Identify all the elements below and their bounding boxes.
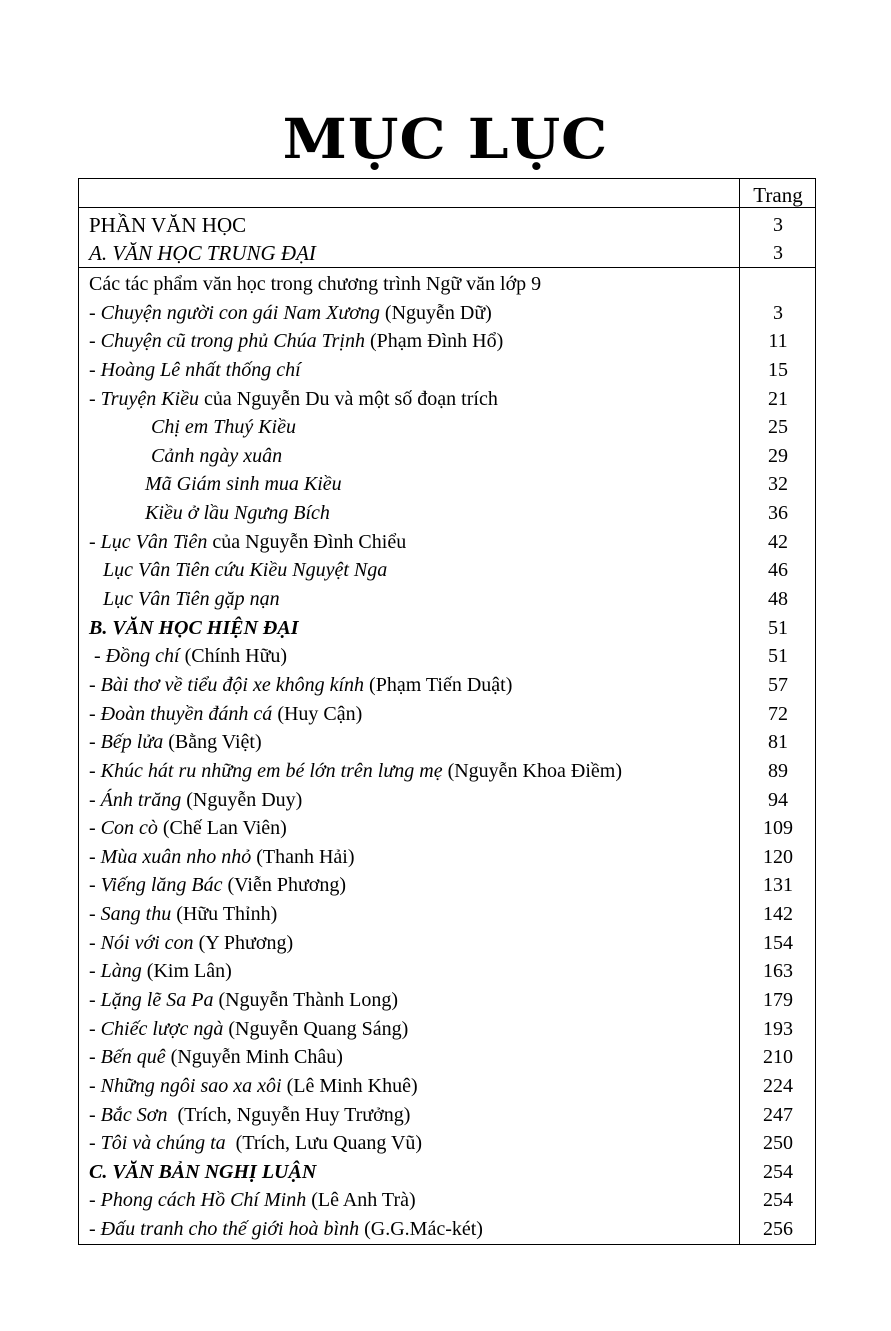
entry-prefix: - (89, 387, 101, 410)
page-number: 163 (763, 960, 793, 983)
entry-text (89, 614, 299, 643)
entry-text (89, 1215, 483, 1244)
toc-row[interactable] (79, 528, 815, 557)
toc-row[interactable] (79, 1043, 815, 1072)
page-number: 32 (768, 473, 788, 496)
entry-author: (Huy Cận) (272, 702, 363, 725)
entry-text (103, 585, 280, 614)
toc-row[interactable] (79, 1158, 815, 1187)
toc-row[interactable] (79, 871, 815, 900)
entry-author: (Nguyễn Quang Sáng) (223, 1017, 409, 1040)
entry-author: (Trích, Lưu Quang Vũ) (225, 1132, 423, 1155)
entry-text (89, 671, 512, 700)
toc-row[interactable] (79, 270, 815, 299)
toc-row[interactable] (79, 1101, 815, 1130)
page-number: 224 (763, 1074, 793, 1097)
page-number: 120 (763, 845, 793, 868)
page-number: 131 (763, 874, 793, 897)
page-number: 109 (763, 817, 793, 840)
entry-text (151, 413, 296, 442)
entry-prefix: - (89, 788, 101, 811)
toc-row-section (79, 211, 815, 240)
entry-title: Hoàng Lê nhất thống chí (100, 358, 301, 381)
page-number: 94 (768, 788, 788, 811)
page-number: 46 (768, 559, 788, 582)
toc-row[interactable] (79, 1015, 815, 1044)
toc-row[interactable] (79, 556, 815, 585)
section-divider (79, 267, 815, 268)
entry-prefix: - (89, 1046, 101, 1069)
entry-title: Tôi và chúng ta (100, 1132, 226, 1155)
entry-text (89, 929, 293, 958)
section-title: A. VĂN HỌC TRUNG ĐẠI (89, 241, 316, 265)
page-number: 89 (768, 759, 788, 782)
entry-author: của Nguyễn Đình Chiểu (207, 530, 407, 553)
entry-title: Bắc Sơn (100, 1103, 168, 1126)
entry-author: (Kim Lân) (141, 960, 232, 983)
entry-text (89, 1158, 316, 1187)
page-number: 210 (763, 1046, 793, 1069)
toc-row[interactable] (79, 356, 815, 385)
entry-title: Đoàn thuyền đánh cá (100, 702, 273, 725)
page-number: 21 (768, 387, 788, 410)
entry-prefix: - (89, 1218, 101, 1241)
entry-text (89, 385, 498, 414)
entry-text (89, 642, 287, 671)
toc-row[interactable] (79, 385, 815, 414)
entry-author: (Phạm Tiến Duật) (364, 673, 513, 696)
toc-row[interactable] (79, 1072, 815, 1101)
entry-text (89, 270, 541, 299)
page-number: 25 (768, 416, 788, 439)
entry-title: Khúc hát ru những em bé lớn trên lưng mẹ (100, 759, 443, 782)
entry-prefix: - (89, 673, 101, 696)
page-title: MỤC LỤC (282, 106, 609, 172)
entry-title: Đấu tranh cho thế giới hoà bình (100, 1218, 360, 1241)
entry-title: Mã Giám sinh mua Kiều (145, 473, 342, 496)
entry-text (145, 470, 342, 499)
entry-text (89, 728, 262, 757)
entry-text (89, 957, 232, 986)
toc-row[interactable] (79, 757, 815, 786)
entry-author: (Chế Lan Viên) (157, 817, 287, 840)
toc-row[interactable] (79, 1215, 815, 1244)
entry-text (89, 1186, 416, 1215)
toc-row-section (79, 239, 815, 268)
entry-prefix: - (89, 702, 101, 725)
entry-text (89, 814, 287, 843)
entry-author: (Thanh Hải) (251, 845, 355, 868)
entry-title: Lặng lẽ Sa Pa (100, 989, 214, 1011)
page-number: 72 (768, 702, 788, 725)
section-title: PHẦN VĂN HỌC (89, 213, 247, 237)
toc-row[interactable] (79, 929, 815, 958)
page-number: 250 (763, 1132, 793, 1155)
entry-author: (Nguyễn Thành Long) (213, 989, 399, 1011)
entry-title: Lục Vân Tiên cứu Kiều Nguyệt Nga (103, 559, 388, 582)
entry-author: (Viễn Phương) (222, 874, 347, 897)
entry-prefix: - (89, 731, 101, 754)
toc-row[interactable] (79, 700, 815, 729)
page-number: 154 (763, 931, 793, 954)
page-number: 193 (763, 1017, 793, 1040)
toc-row[interactable] (79, 671, 815, 700)
page-number: 81 (768, 731, 788, 754)
entry-title: Ánh trăng (100, 788, 182, 811)
toc-row[interactable] (79, 986, 815, 1015)
toc-row[interactable] (79, 614, 815, 643)
entry-prefix: - (89, 301, 101, 324)
page-number: 48 (768, 588, 788, 611)
entry-text (89, 299, 492, 328)
entry-author: (Trích, Nguyễn Huy Trưởng) (167, 1103, 411, 1126)
page-number: 254 (763, 1160, 793, 1183)
entry-author: (Lê Anh Trà) (306, 1189, 416, 1212)
entry-prefix: - (89, 960, 101, 983)
entry-text (151, 442, 282, 471)
entry-author: (Lê Minh Khuê) (281, 1074, 418, 1097)
entry-title: Cảnh ngày xuân (151, 444, 283, 467)
toc-row[interactable] (79, 728, 815, 757)
entry-title: Bếp lửa (100, 731, 164, 754)
entry-title: Mùa xuân nho nhỏ (100, 845, 252, 868)
entry-prefix: - (89, 330, 101, 353)
entry-title: Chị em Thuý Kiều (151, 416, 296, 439)
entry-text (103, 556, 387, 585)
toc-row[interactable] (79, 413, 815, 442)
entry-text (89, 986, 398, 1015)
page-number: 3 (773, 214, 783, 236)
toc-row[interactable] (79, 843, 815, 872)
page-number: 3 (773, 242, 783, 264)
entry-prefix: - (89, 1132, 101, 1155)
entry-text (89, 700, 362, 729)
entry-text (89, 1043, 343, 1072)
toc-row[interactable] (79, 642, 815, 671)
entry-title: C. VĂN BẢN NGHỊ LUẬN (89, 1160, 317, 1183)
toc-row[interactable] (79, 442, 815, 471)
entry-prefix: - (89, 931, 101, 954)
entry-author: (Phạm Đình Hổ) (364, 330, 504, 353)
entry-author: (Nguyễn Duy) (181, 788, 303, 811)
toc-row[interactable] (79, 957, 815, 986)
entry-text (89, 528, 406, 557)
entry-text (89, 900, 277, 929)
page-number: 51 (768, 645, 788, 668)
toc-row[interactable] (79, 1129, 815, 1158)
header-divider (79, 207, 815, 208)
toc-row[interactable] (79, 585, 815, 614)
entry-text (89, 1129, 422, 1158)
entry-title: B. VĂN HỌC HIỆN ĐẠI (89, 616, 299, 639)
entry-text (89, 1072, 418, 1101)
toc-row[interactable] (79, 1186, 815, 1215)
entry-prefix: - (89, 989, 101, 1011)
page-number: 247 (763, 1103, 793, 1126)
entry-title: Những ngôi sao xa xôi (100, 1074, 282, 1097)
page-number: 57 (768, 673, 788, 696)
page-number: 254 (763, 1189, 793, 1212)
entry-prefix: - (89, 817, 101, 840)
entry-text (89, 1015, 408, 1044)
entry-text (145, 499, 330, 528)
entry-title: Bến quê (100, 1046, 166, 1069)
page-number: 142 (763, 903, 793, 926)
page-number: 29 (768, 444, 788, 467)
page-number: 15 (768, 358, 788, 381)
entry-title: Kiều ở lầu Ngưng Bích (145, 502, 330, 525)
page-number: 179 (763, 989, 793, 1011)
entry-text (89, 757, 622, 786)
entry-text (89, 786, 302, 815)
entry-title: Chiếc lược ngà (100, 1017, 224, 1040)
page-number: 42 (768, 530, 788, 553)
entry-prefix: - (89, 645, 106, 668)
entry-prefix: - (89, 358, 101, 381)
toc-row[interactable] (79, 327, 815, 356)
entry-author: (Y Phương) (193, 931, 294, 954)
entry-title: Bài thơ về tiểu đội xe không kính (100, 673, 365, 696)
entry-text (89, 1101, 410, 1130)
entry-author: (Hữu Thỉnh) (171, 903, 278, 926)
toc-table (78, 178, 816, 1245)
entry-title: Chuyện người con gái Nam Xương (100, 301, 380, 324)
entry-text (89, 871, 346, 900)
entry-prefix: - (89, 845, 101, 868)
entry-title: Lục Vân Tiên (100, 530, 208, 553)
page-column-header: Trang (753, 183, 803, 207)
entry-prefix: - (89, 1103, 101, 1126)
entry-author: (Nguyễn Khoa Điềm) (442, 759, 622, 782)
entry-title: Phong cách Hồ Chí Minh (100, 1189, 307, 1212)
entry-title: Làng (100, 960, 142, 983)
entry-text (89, 356, 301, 385)
page-number: 11 (768, 330, 788, 353)
toc-row[interactable] (79, 900, 815, 929)
toc-row[interactable] (79, 470, 815, 499)
page-number: 51 (768, 616, 788, 639)
entry-author: (Nguyễn Dữ) (379, 301, 492, 324)
entry-author: (Bằng Việt) (163, 731, 262, 754)
page-number: 36 (768, 502, 788, 525)
toc-row[interactable] (79, 786, 815, 815)
entry-title: Chuyện cũ trong phủ Chúa Trịnh (100, 330, 365, 353)
entry-title: Lục Vân Tiên gặp nạn (103, 588, 280, 611)
entry-prefix: - (89, 874, 101, 897)
toc-row[interactable] (79, 814, 815, 843)
entry-prefix: - (89, 903, 101, 926)
entry-title: Nói với con (100, 931, 194, 954)
entry-title: Viếng lăng Bác (100, 874, 223, 897)
entry-prefix: - (89, 1074, 101, 1097)
entry-title: Truyện Kiều (100, 387, 200, 410)
entry-text (89, 327, 503, 356)
entry-prefix: - (89, 1017, 101, 1040)
entry-author: (Chính Hữu) (179, 645, 288, 668)
entry-title: Sang thu (100, 903, 172, 926)
toc-row[interactable] (79, 299, 815, 328)
entry-prefix: - (89, 1189, 101, 1212)
page-number: 256 (763, 1218, 793, 1241)
page-number: 3 (773, 301, 783, 324)
toc-row[interactable] (79, 499, 815, 528)
entry-title: Đồng chí (105, 645, 180, 668)
entry-text (89, 843, 355, 872)
entry-prefix: - (89, 530, 101, 553)
entry-prefix: - (89, 759, 101, 782)
entry-author: (Nguyễn Minh Châu) (165, 1046, 343, 1069)
entry-title: Con cò (100, 817, 158, 840)
entry-author: (G.G.Mác-két) (359, 1218, 483, 1241)
entry-author: của Nguyễn Du và một số đoạn trích (199, 387, 498, 410)
entry-author: Các tác phẩm văn học trong chương trình Ngữ văn lớp 9 (89, 273, 542, 295)
